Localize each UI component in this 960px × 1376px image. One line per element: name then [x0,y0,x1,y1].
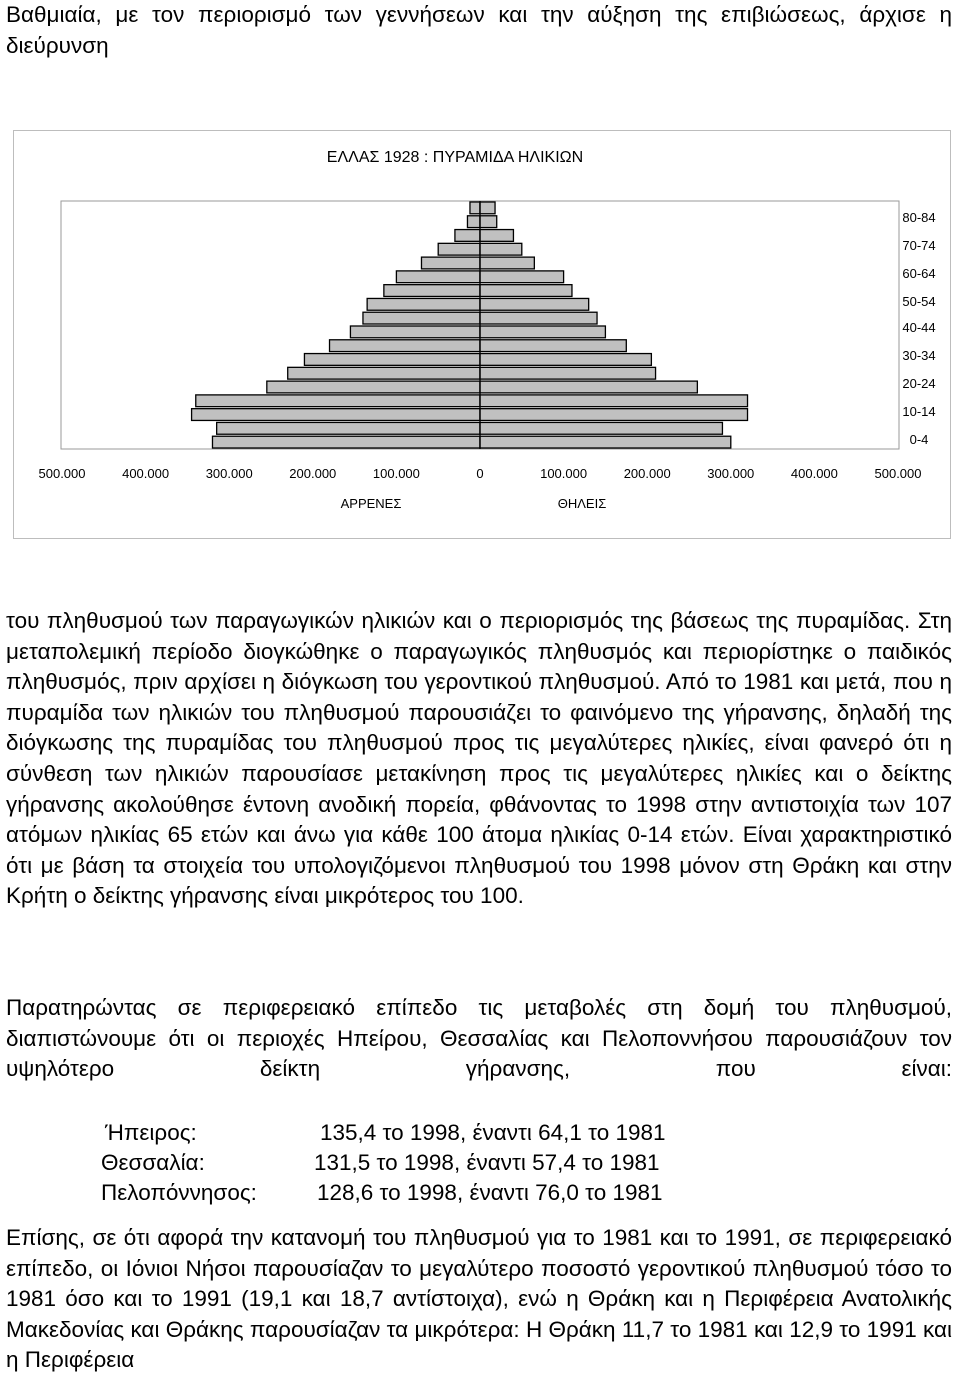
xlabel-male: ΑΡΡΕΝΕΣ [340,496,402,511]
region-value: 135,4 το 1998, έναντι 64,1 το 1981 [320,1120,666,1145]
bar-male [396,271,480,283]
bar-male [350,326,480,338]
age-tick-label: 30-34 [902,348,936,363]
bar-male [192,409,480,421]
bar-male [384,285,480,297]
bar-male [217,422,480,434]
x-tick-label: 100.000 [372,466,420,481]
age-tick-label: 20-24 [902,376,936,391]
x-tick-label: 200.000 [289,466,337,481]
region-name: Θεσσαλία: [101,1150,205,1175]
bar-female [480,243,522,255]
bar-female [480,230,513,242]
intro-paragraph: Βαθμιαία, με τον περιορισμό των γεννήσεων και την αύξηση της επιβιώσεως, άρχισε η διεύρυνση [6,2,952,58]
bar-female [480,409,748,421]
region-name: Ήπειρος: [105,1120,197,1145]
bar-male [267,381,480,393]
bar-male [421,257,480,269]
x-tick-label: 400.000 [122,466,170,481]
x-tick-label: 200.000 [623,466,671,481]
bar-male [467,216,480,228]
chart-svg [14,131,950,538]
bar-female [480,395,748,407]
bar-male [212,436,480,448]
bar-female [480,298,589,310]
bar-male [196,395,480,407]
bar-female [480,367,656,379]
age-tick-label: 10-14 [902,404,936,419]
bar-male [288,367,480,379]
bar-male [455,230,480,242]
bar-female [480,326,605,338]
bar-female [480,271,564,283]
regional-paragraph: Παρατηρώντας σε περιφερειακό επίπεδο τις μεταβολές στη δομή του πληθυσμού, διαπιστώνουμε ότι οι περιοχές Ηπείρου, Θεσσαλίας και Πελοποννήσου παρουσιάζουν τον υψηλότερο δείκτη γήρανσης, που είναι: [6,995,952,1082]
bar-female [480,285,572,297]
x-tick-label: 500.000 [874,466,922,481]
bar-male [470,202,480,214]
x-tick-label: 0 [476,466,484,481]
bar-male [330,340,480,352]
bar-female [480,381,697,393]
bar-female [480,216,497,228]
bar-male [304,354,480,366]
x-tick-label: 300.000 [205,466,253,481]
bar-female [480,257,534,269]
age-tick-label: 50-54 [902,294,936,309]
bar-female [480,312,597,324]
bar-female [480,422,722,434]
age-tick-label: 0-4 [909,432,929,447]
bar-female [480,340,626,352]
region-value: 131,5 το 1998, έναντι 57,4 το 1981 [314,1150,660,1175]
x-tick-label: 300.000 [707,466,755,481]
bar-female [480,436,731,448]
population-pyramid-chart [13,130,951,539]
bar-female [480,354,651,366]
region-name: Πελοπόννησος: [101,1180,257,1205]
x-tick-label: 500.000 [38,466,86,481]
x-tick-label: 100.000 [540,466,588,481]
age-tick-label: 70-74 [902,238,936,253]
bar-male [363,312,480,324]
region-value: 128,6 το 1998, έναντι 76,0 το 1981 [317,1180,663,1205]
chart-title: ΕΛΛΑΣ 1928 : ΠΥΡΑΜΙΔΑ ΗΛΙΚΙΩΝ [326,149,584,166]
xlabel-female: ΘΗΛΕΙΣ [557,496,607,511]
bar-male [367,298,480,310]
distribution-paragraph: Επίσης, σε ότι αφορά την κατανομή του πληθυσμού για το 1981 και το 1991, σε περιφερειακό επίπεδο, οι Ιόνιοι Νήσοι παρουσίαζαν το μεγαλύτερο ποσοστό γεροντικού πληθυσμού τόσο το 1981 όσο και το 1991 (19,1 και 18,7 αντίστοιχα), ενώ η Θράκη και η Περιφέρεια Ανατολικής Μακεδονίας και Θράκης παρουσίαζαν τα μικρότερα: Η Θράκη 11,7 το 1981 και 12,9 το 1991 και η Περιφέρεια [6,1225,952,1373]
main-paragraph: του πληθυσμού των παραγωγικών ηλικιών και ο περιορισμός της βάσεως της πυραμίδας. Στη μεταπολεμική περίοδο διογκώθηκε ο παραγωγικός πληθυσμός και περιορίστηκε ο παιδικός πληθυσμός, πριν αρχίσει η διόγκωση του γεροντικού πληθυσμού. Από το 1981 και μετά, που η πυραμίδα των ηλικιών του πληθυσμού παρουσιάζει το φαινόμενο της γήρανσης, δηλαδή της διόγκωσης της πυραμίδας του πληθυσμού προς τις μεγαλύτερες ηλικίες, είναι φανερό ότι η σύνθεση των ηλικιών παρουσίασε μετακίνηση προς τις μεγαλύτερες ηλικίες και ο δείκτης γήρανσης ακολούθησε έντονη ανοδική πορεία, φθάνοντας το 1998 στην αντιστοιχία των 107 ατόμων ηλικίας 65 ετών και άνω για κάθε 100 άτομα ηλικίας 0-14 ετών. Είναι χαρακτηριστικό ότι με βάση τα στοιχεία του υπολογιζόμενοι πληθυσμού του 1998 μόνον στη Θράκη και στην Κρήτη ο δείκτης γήρανσης είναι μικρότερος του 100. [6,608,952,909]
age-tick-label: 40-44 [902,320,936,335]
age-tick-label: 60-64 [902,266,936,281]
age-tick-label: 80-84 [902,210,936,225]
bar-male [438,243,480,255]
bar-female [480,202,495,214]
x-tick-label: 400.000 [790,466,838,481]
